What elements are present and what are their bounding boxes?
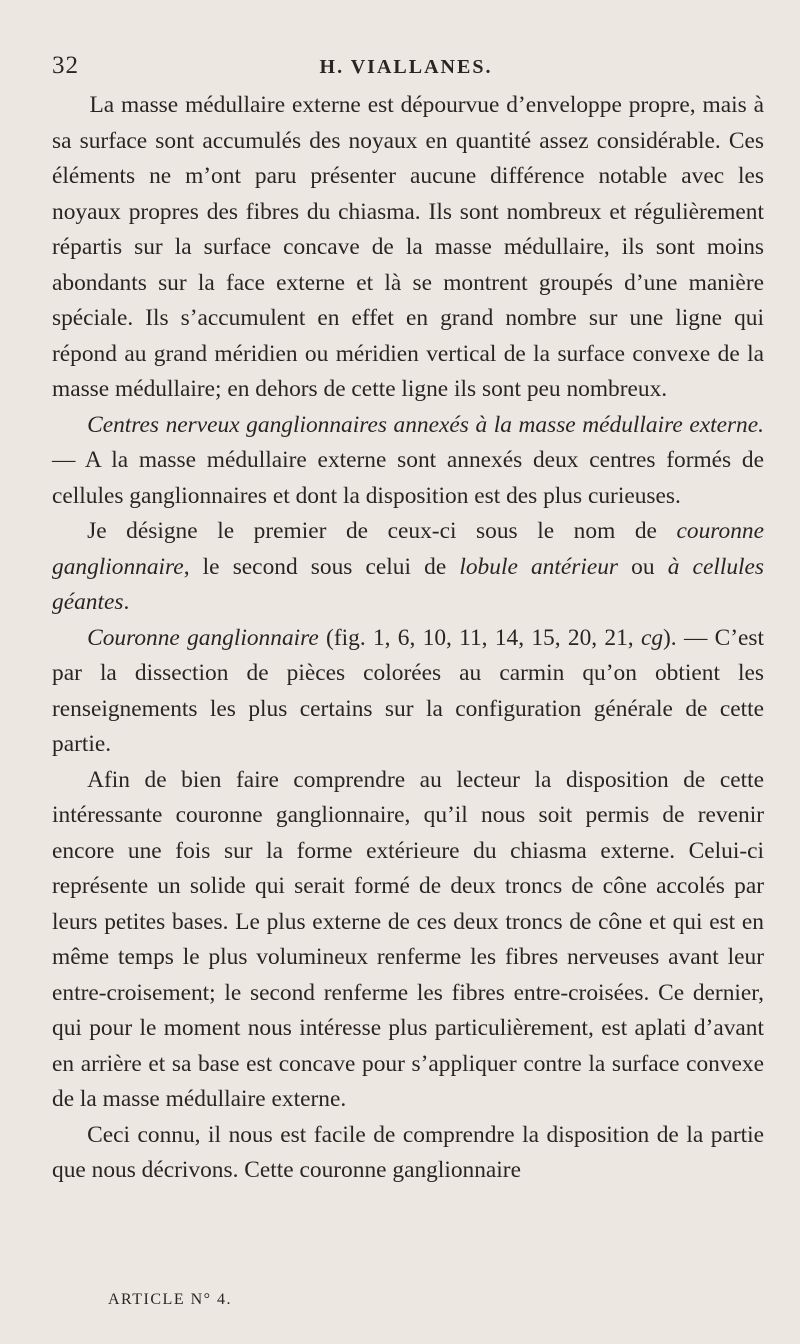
figure-label-cg: cg	[640, 624, 664, 651]
text-run: .	[123, 589, 130, 615]
section-heading-centres-nerveux: Centres nerveux ganglionnaires annexés à la masse médullaire externe.	[87, 411, 764, 438]
paragraph-disposition: Ceci connu, il nous est facile de comprendre la disposition de la partie que nous décrivons. Cette couronne ganglionnaire	[52, 1121, 764, 1183]
paragraph-designation	[52, 514, 764, 621]
running-head: H. VIALLANES.	[319, 56, 493, 78]
term-cellules-geantes: à cellules géantes	[52, 553, 764, 615]
term-couronne-ganglionnaire: couronne ganglionnaire	[52, 518, 764, 580]
paragraph-chiasma-externe: Afin de bien faire comprendre au lecteur la disposition de cette intéressante couronne ganglionnaire, qu’il nous soit permis de revenir encore une fois sur la forme extérieure du chiasma externe. Celui-ci représente un solide qui serait formé de deux troncs de cône accolés par leurs petites bases. Le plus externe de ces deux troncs de cône et qui est en même temps le plus volumineux renferme les fibres nerveuses avant leur entre-croisement; le second renferme les fibres entre-croisées. Ce dernier, qui pour le moment nous intéresse plus particulièrement, est aplati d’avant en arrière et sa base est concave pour s’appliquer contre la surface convexe de la masse médullaire externe.	[52, 766, 764, 1112]
paragraph-couronne-ganglionnaire	[52, 621, 764, 763]
paragraph-text: — A la masse médullaire externe sont annexés deux centres formés de cellules ganglionnaires et dont la disposition est des plus curieuses.	[52, 447, 764, 509]
term-lobule-anterieur: lobule antérieur	[459, 553, 619, 580]
page-header	[52, 52, 760, 88]
text-run: , le second sous celui de	[183, 553, 460, 580]
text-run: Je désigne le premier de ceux-ci sous le nom de	[87, 518, 677, 544]
paragraph-centres-nerveux	[52, 408, 764, 515]
paragraph-masse-medullaire: La masse médullaire externe est dépourvue d’enveloppe propre, mais à sa surface sont accumulés des noyaux en quantité assez considérable. Ces éléments ne m’ont paru présenter aucune différence notable avec les noyaux propres des fibres du chiasma. Ils sont nombreux et régulièrement répartis sur la surface concave de la masse médullaire, ils sont moins abondants sur la face externe et là se montrent groupés d’une manière spéciale. Ils s’accumulent en effet en grand nombre sur une ligne qui répond au grand méridien ou méridien vertical de la surface convexe de la masse médullaire; en dehors de cette ligne ils sont peu nombreux.	[52, 92, 764, 402]
text-run: ou	[618, 553, 668, 580]
section-heading-couronne: Couronne ganglionnaire	[87, 624, 319, 651]
text-run: ).	[663, 624, 677, 651]
footer-signature: ARTICLE N° 4.	[108, 1291, 233, 1308]
page-number: 32	[52, 52, 79, 79]
figure-references: (fig. 1, 6, 10, 11, 14, 15, 20, 21,	[318, 624, 641, 651]
paragraph-text: — C’est par la dissection de pièces colorées au carmin qu’on obtient les renseignements les plus certains sur la configuration générale de cette partie.	[52, 624, 765, 757]
body-text	[52, 88, 764, 1189]
